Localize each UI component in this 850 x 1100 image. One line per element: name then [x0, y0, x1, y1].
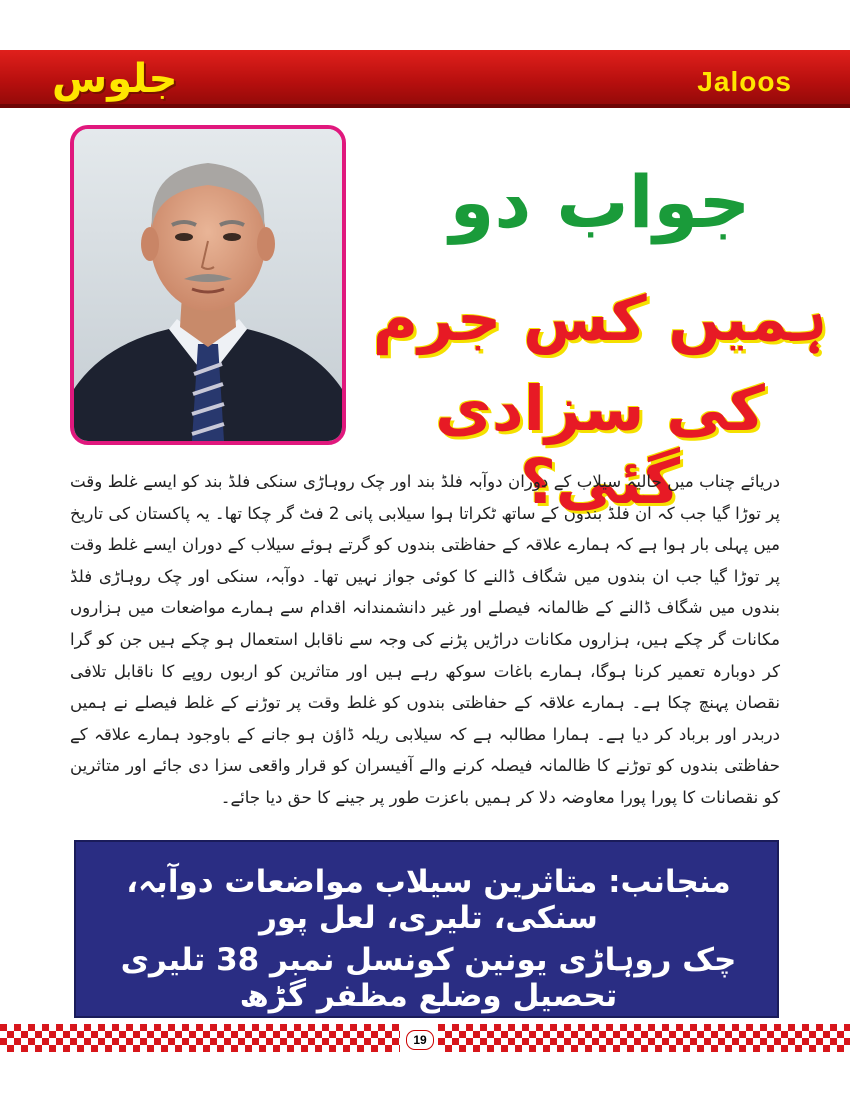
magazine-logo-urdu: جلوس	[52, 56, 178, 102]
appeal-line-1: منجانب: متاثرین سیلاب مواضعات دوآبہ، سنکی، تلیری، لعل پور	[126, 864, 731, 936]
footer-checker-left	[0, 1024, 400, 1052]
portrait-photo-icon	[74, 129, 342, 441]
headline-line-1: جواب دو	[449, 160, 751, 244]
portrait-photo	[70, 125, 346, 445]
footer-checker-right	[438, 1024, 850, 1052]
article-body: دریائے چناب میں حالیہ سیلاب کے دوران دوآبہ فلڈ بند اور چک روہاڑی سنکی فلڈ بند کو ایسے غلط وقت پر توڑا گیا جب کہ ان فلڈ بندوں کے ساتھ ٹکراتا ہوا سیلابی پانی 2 فٹ گر چکا تھا۔ یہ پاکستان کی تاریخ میں پہلی بار ہوا ہے کہ ہمارے علاقہ کے حفاظتی بندوں کو گرتے ہوئے سیلاب کے دوران ایسے غلط وقت پر توڑا گیا جب ان بندوں میں شگاف ڈالنے کا کوئی جواز نہیں تھا۔ دوآبہ، سنکی اور چک روہاڑی فلڈ بندوں میں شگاف ڈالنے کے ظالمانہ فیصلے اور غیر دانشمندانہ اقدام سے ہمارے مواضعات میں ہزاروں مکانات گر چکے ہیں، ہزاروں مکانات دراڑیں پڑنے کی وجہ سے ناقابل استعمال ہو چکے ہیں جن کو گرا کر دوبارہ تعمیر کرنا ہوگا، ہمارے باغات سوکھ رہے ہیں اور متاثرین کو اربوں روپے کا ناقابل تلافی نقصان پہنچ چکا ہے۔ ہمارے علاقہ کے حفاظتی بندوں کو غلط وقت پر توڑنے کے غلط فیصلے نے ہمیں دربدر اور برباد کر دیا ہے۔ ہمارا مطالبہ ہے کہ سیلابی ریلہ ڈاؤن ہو جانے کے باوجود ہمارے علاقہ کے حفاظتی بندوں کو توڑنے کا ظالمانہ فیصلہ کرنے والے آفیسران کو قرار واقعی سزا دی جائے اور متاثرین کو نقصانات کا پورا پورا معاوضہ دلا کر ہمیں باعزت طور پر جینے کا حق دیا جائے۔	[70, 472, 780, 807]
appeal-box	[74, 840, 779, 1018]
headline-line-2: ہمیں کس جرم	[372, 282, 828, 355]
appeal-line-2: چک روہاڑی یونین کونسل نمبر 38 تلیری تحصیل وضلع مظفر گڑھ	[120, 942, 737, 1014]
headline-line-3: کی سزادی گئی؟	[435, 372, 765, 518]
page-number: 19	[406, 1030, 434, 1050]
magazine-name-english: Jaloos	[697, 66, 792, 97]
